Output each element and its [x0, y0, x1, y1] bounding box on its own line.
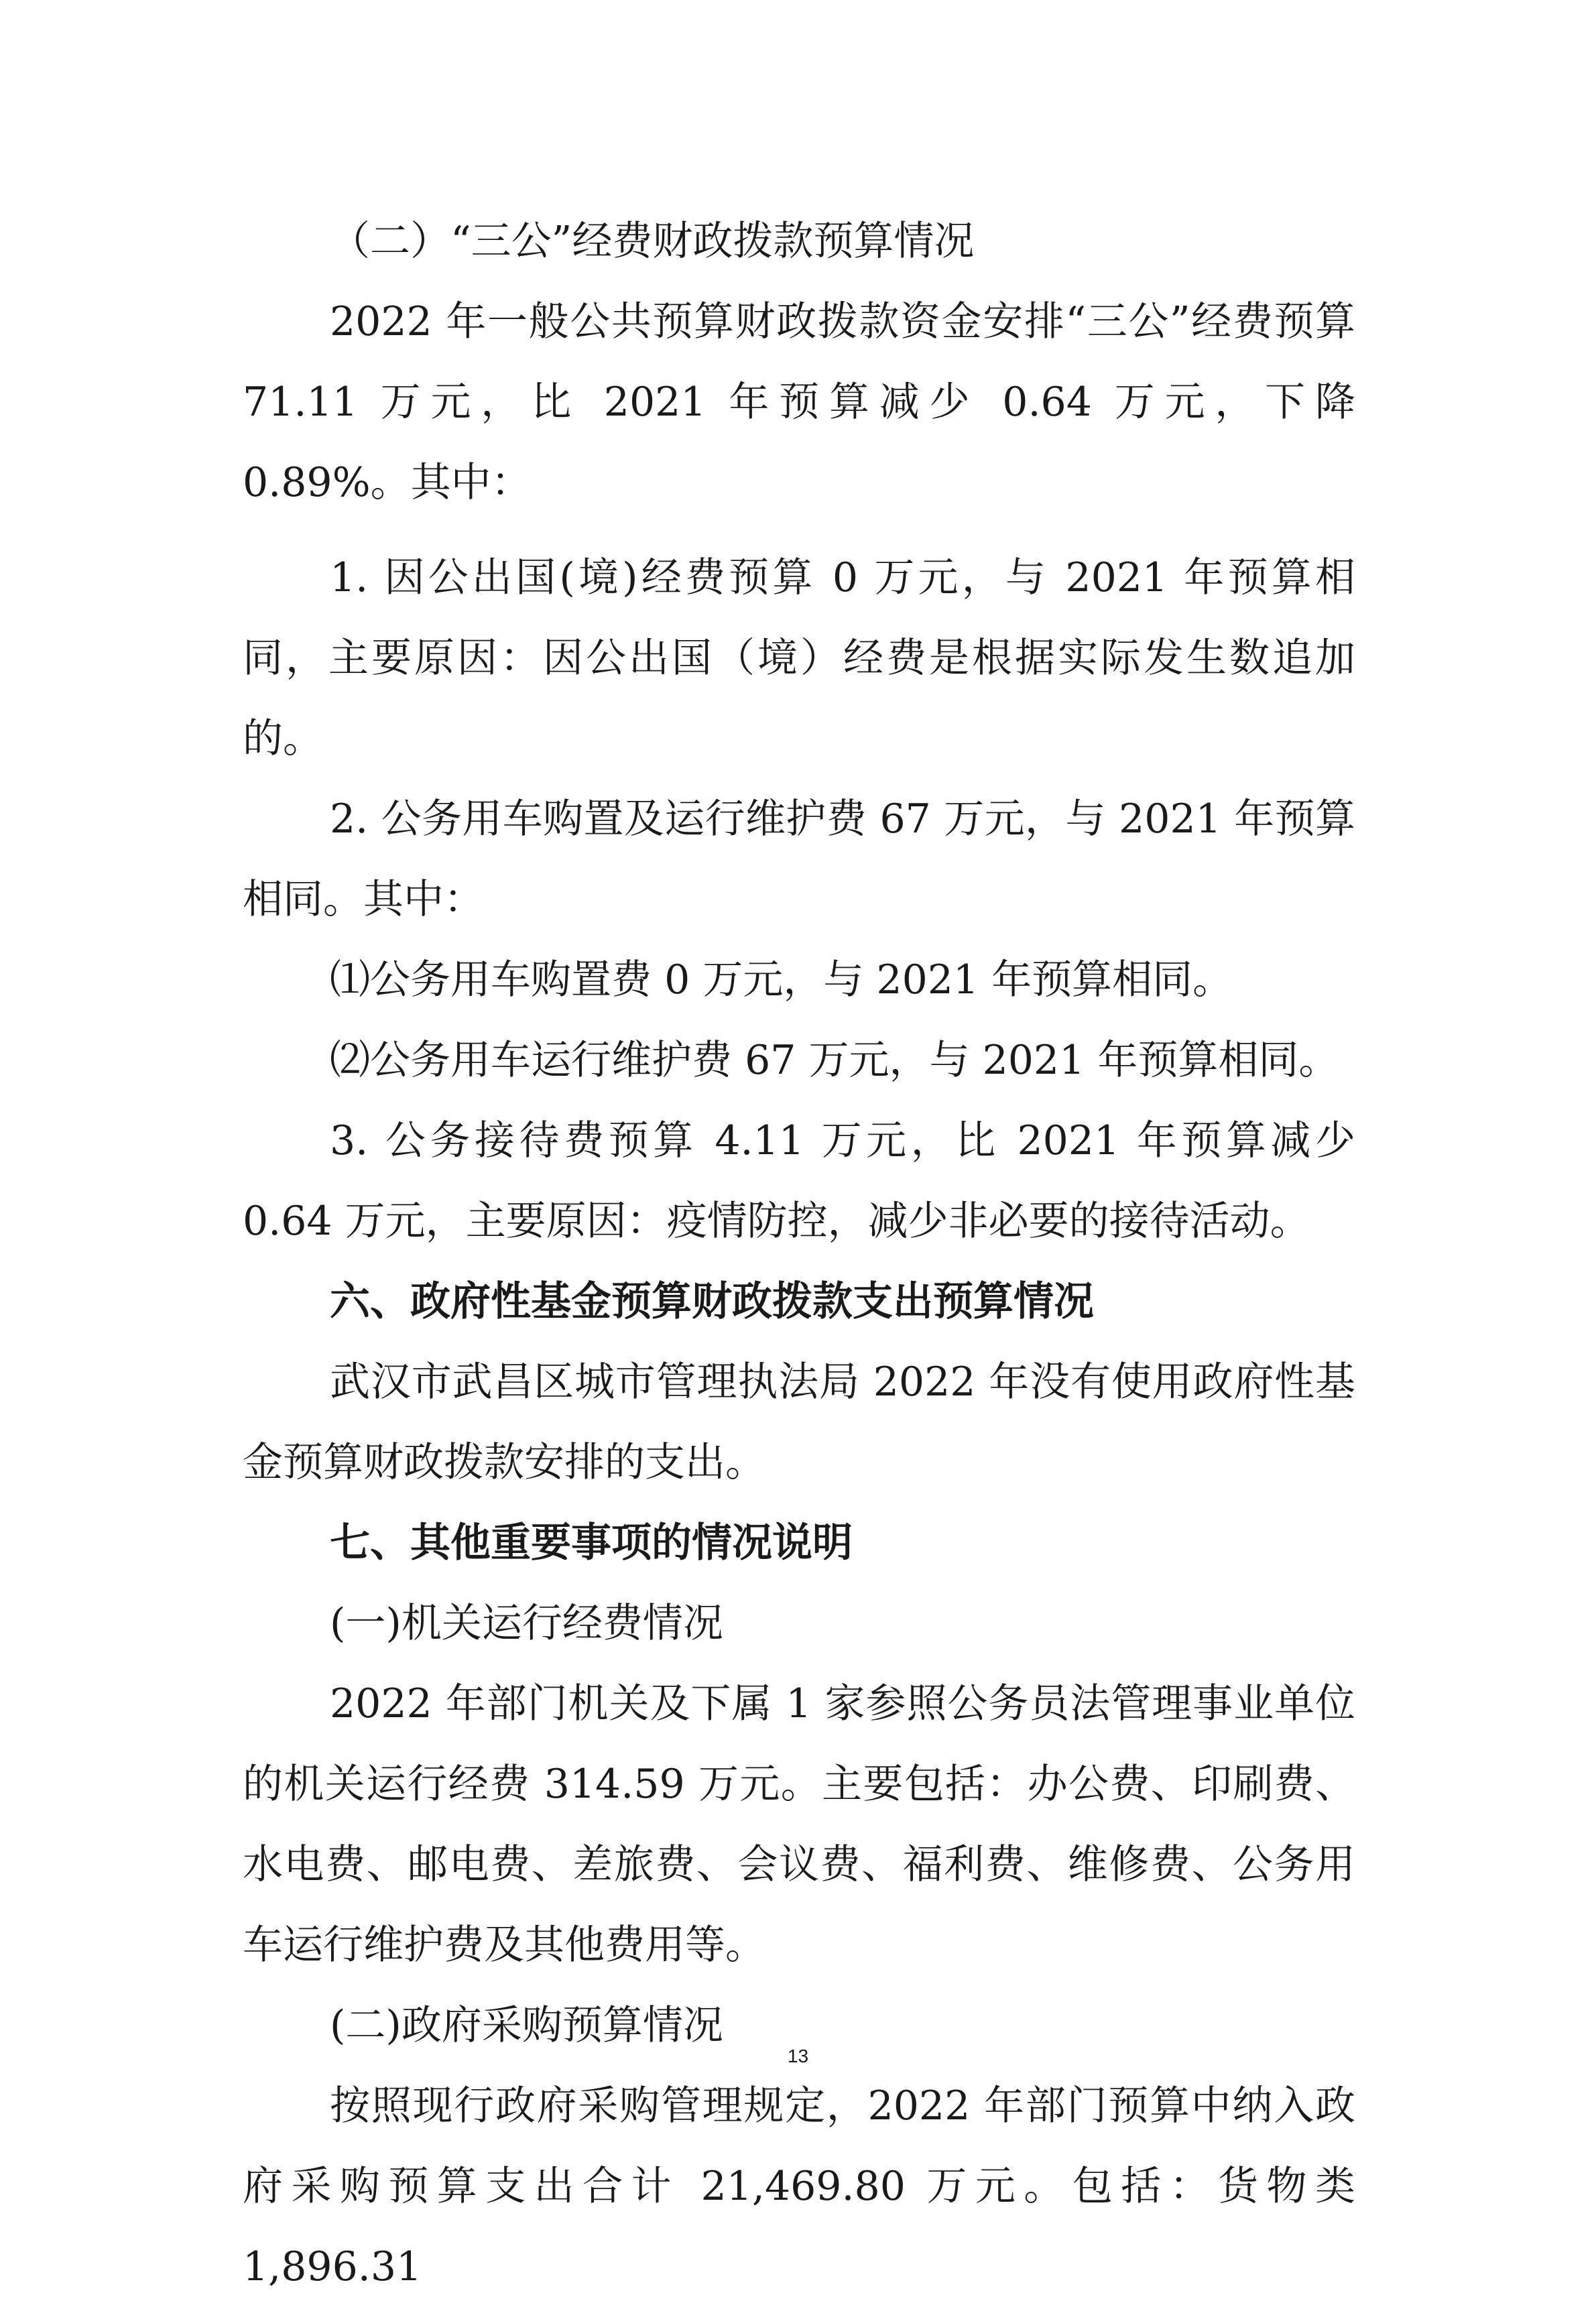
paragraph-procurement-budget: 按照现行政府采购管理规定，2022 年部门预算中纳入政府采购预算支出合计 21,469.80 万元。包括：货物类 1,896.31	[243, 2082, 1355, 2290]
paragraph-government-fund-budget: 武汉市武昌区城市管理执法局 2022 年没有使用政府性基金预算财政拨款安排的支出。	[243, 1359, 1355, 1486]
paragraph-reception-budget: 3. 公务接待费预算 4.11 万元，比 2021 年预算减少 0.64 万元，主要原因：疫情防控，减少非必要的接待活动。	[243, 1117, 1355, 1245]
paragraph-official-vehicle-budget: 2. 公务用车购置及运行维护费 67 万元，与 2021 年预算相同。其中：	[243, 796, 1355, 923]
subheading-operating-expenses: (一)机关运行经费情况	[330, 1600, 723, 1647]
paragraph-three-public-expenses-summary: 2022 年一般公共预算财政拨款资金安排“三公”经费预算 71.11 万元，比 2021 年预算减少 0.64 万元，下降 0.89%。其中：	[243, 298, 1355, 506]
heading-other-important-matters: 七、其他重要事项的情况说明	[330, 1519, 853, 1566]
paragraph-vehicle-operation: ⑵公务用车运行维护费 67 万元，与 2021 年预算相同。	[330, 1037, 1339, 1084]
document-body	[243, 201, 1355, 2307]
paragraph-operating-expenses: 2022 年部门机关及下属 1 家参照公务员法管理事业单位的机关运行经费 314.59 万元。主要包括：办公费、印刷费、水电费、邮电费、差旅费、会议费、福利费、维修费、公务用车运行维护费及其他费用等。	[243, 1680, 1355, 1969]
subheading-procurement-budget: (二)政府采购预算情况	[330, 2002, 723, 2049]
paragraph-overseas-travel-budget: 1. 因公出国(境)经费预算 0 万元，与 2021 年预算相同，主要原因：因公出国（境）经费是根据实际发生数追加的。	[243, 554, 1355, 762]
page-number: 13	[787, 2046, 809, 2066]
subheading-three-public-expenses: （二）“三公”经费财政拨款预算情况	[330, 218, 975, 265]
paragraph-vehicle-purchase: ⑴公务用车购置费 0 万元，与 2021 年预算相同。	[330, 956, 1233, 1003]
heading-government-fund-budget: 六、政府性基金预算财政拨款支出预算情况	[330, 1278, 1094, 1325]
